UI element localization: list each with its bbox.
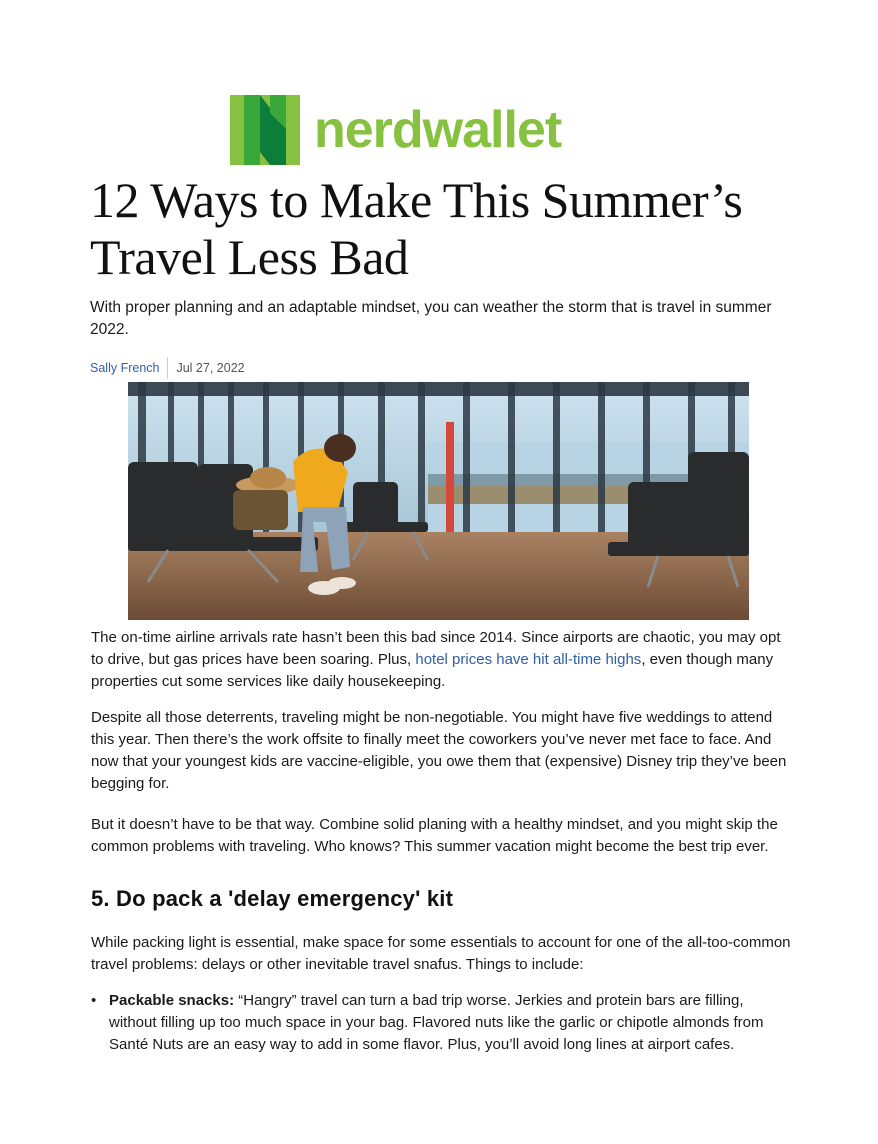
article-title: 12 Ways to Make This Summer’s Travel Less Bad [90, 172, 743, 285]
hotel-prices-link[interactable]: hotel prices have hit all-time highs [415, 651, 642, 668]
body-paragraph-4: While packing light is essential, make space for some essentials to account for one of the all-too-common travel problems: delays or other inevitable travel snafus. Things to include: [91, 934, 791, 973]
paragraph-text: The on-time airline arrivals rate hasn’t been this bad since 2014. Since airports are chaotic, you may opt to drive, but gas prices have been soaring. Plus, [91, 629, 781, 668]
logo-wordmark: nerdwallet [314, 101, 562, 159]
author-link[interactable]: Sally French [90, 361, 160, 375]
list-item [91, 990, 791, 1056]
article-dek: With proper planning and an adaptable mindset, you can weather the storm that is travel in summer 2022. [90, 299, 772, 338]
paragraph-text: , even though many properties cut some services like daily housekeeping. [91, 651, 774, 690]
bullet: • [91, 992, 97, 1009]
list-item-text: “Hangry” travel can turn a bad trip worse. Jerkies and protein bars are filling, without filling up too much space in your bag. Flavored nuts like the garlic or chipotle almonds from Santé Nuts are an easy way to add in some flavor. Plus, you’ll avoid long lines at airport cafes. [109, 992, 764, 1053]
list-item-label: Packable snacks: [109, 992, 235, 1009]
publish-date: Jul 27, 2022 [176, 361, 245, 375]
byline-divider [167, 357, 168, 379]
nerdwallet-n-icon [230, 95, 300, 165]
body-paragraph-1 [91, 627, 791, 693]
nerdwallet-logo[interactable] [230, 94, 650, 166]
hero-image [128, 382, 749, 620]
body-paragraph-2: Despite all those deterrents, traveling might be non-negotiable. You might have five weddings to attend this year. Then there’s the work offsite to finally meet the coworkers you’ve never met face to face. And now that your youngest kids are vaccine-eligible, you owe them that (expensive) Disney trip they’ve been begging for. [91, 709, 787, 792]
section-heading: 5. Do pack a 'delay emergency' kit [91, 886, 454, 911]
kit-list [91, 990, 791, 1056]
body-paragraph-3: But it doesn’t have to be that way. Combine solid planing with a healthy mindset, and you might skip the common problems with traveling. Who knows? This summer vacation might become the best trip ever. [91, 816, 778, 855]
byline [90, 358, 245, 378]
